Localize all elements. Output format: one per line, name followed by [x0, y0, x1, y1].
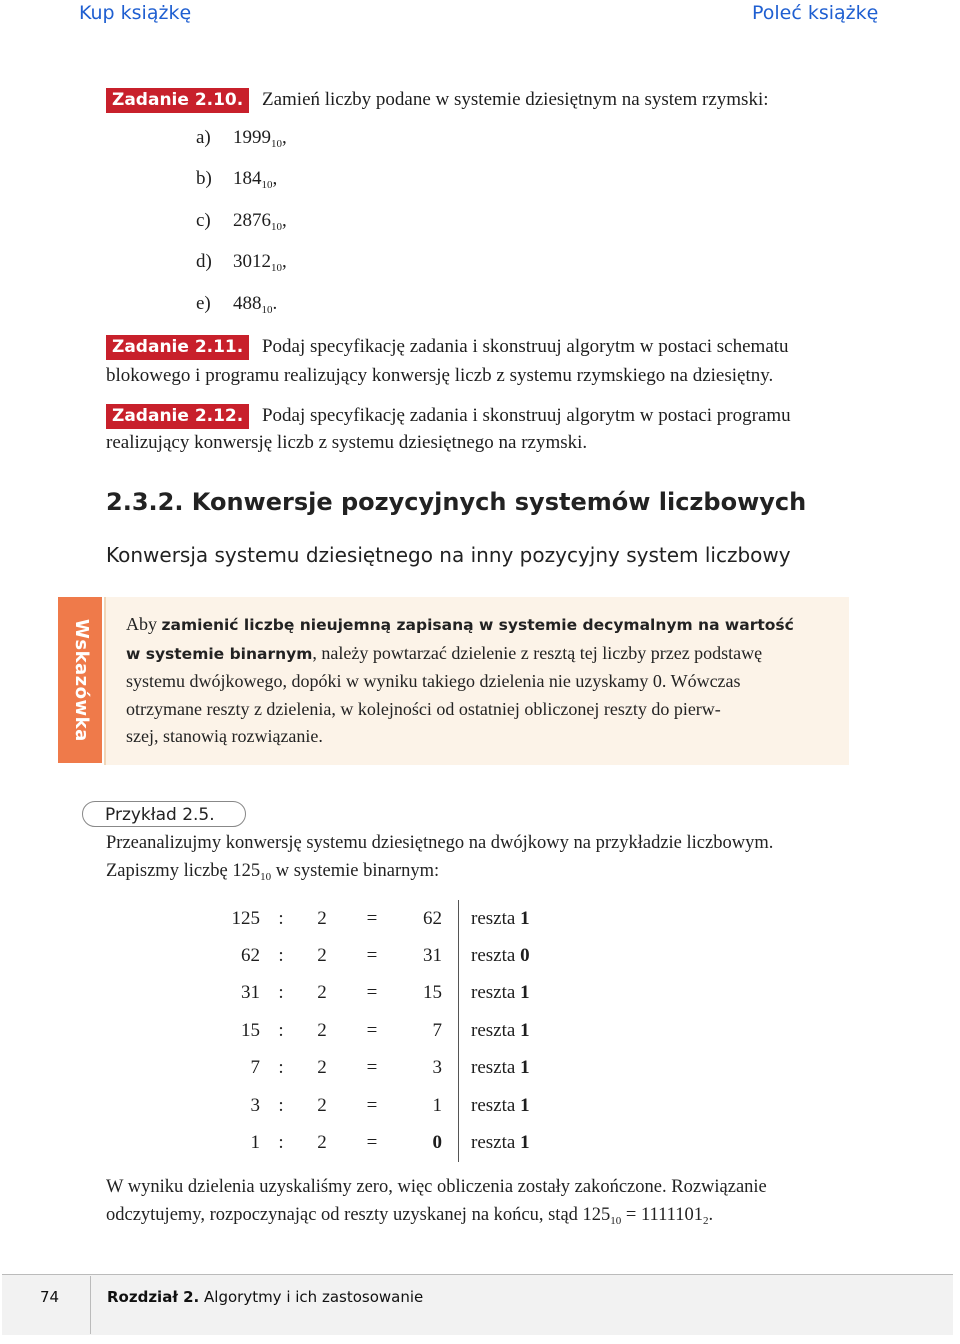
- task-item: d) $3012_{10}$,: [196, 251, 287, 274]
- example-intro-line-1: Przeanalizujmy konwersję systemu dziesiętnego na dwójkowy na przykładzie liczbowym.: [106, 833, 774, 853]
- hint-tab-label: Wskazówka: [71, 618, 92, 742]
- page-number: 74: [40, 1288, 60, 1306]
- buy-book-link[interactable]: Kup książkę: [79, 2, 192, 24]
- task-item: b) $184_{10}$,: [196, 168, 278, 191]
- table-row: 1 : 2 = 0 reszta 1: [212, 1124, 571, 1161]
- task-2-10: [106, 85, 769, 114]
- task-text-line: blokowego i programu realizujący konwersję liczb z systemu rzymskiego na dziesiętny.: [106, 365, 774, 386]
- table-row: 15 : 2 = 7 reszta 1: [212, 1012, 571, 1049]
- example-intro-line-2: Zapiszmy liczbę $125_{10}$ w systemie binarnym:: [106, 861, 440, 883]
- task-text: Podaj specyfikację zadania i skonstruuj algorytm w postaci schematu: [261, 336, 789, 357]
- task-label: Zadanie 2.10.: [106, 88, 249, 113]
- section-heading: 2.3.2. Konwersje pozycyjnych systemów liczbowych: [106, 488, 807, 516]
- division-table: [212, 900, 571, 1162]
- task-item: c) $2876_{10}$,: [196, 210, 287, 233]
- task-item: e) $488_{10}$.: [196, 293, 278, 316]
- conclusion-line-2: odczytujemy, rozpoczynając od reszty uzyskanej na końcu, stąd $125_{10} = 1111101_2$.: [106, 1205, 714, 1227]
- table-row: 7 : 2 = 3 reszta 1: [212, 1050, 571, 1087]
- table-row: 31 : 2 = 15 reszta 1: [212, 975, 571, 1012]
- task-text: Zamień liczby podane w systemie dziesiętnym na system rzymski:: [261, 89, 769, 110]
- task-item: a) $1999_{10}$,: [196, 127, 287, 150]
- table-row: 3 : 2 = 1 reszta 1: [212, 1087, 571, 1124]
- table-row: 62 : 2 = 31 reszta 0: [212, 937, 571, 974]
- task-label: Zadanie 2.12.: [106, 404, 249, 429]
- task-2-12: [106, 401, 791, 430]
- table-row: 125 : 2 = 62 reszta 1: [212, 900, 571, 937]
- recommend-book-link[interactable]: Poleć książkę: [752, 2, 879, 24]
- task-2-11: [106, 332, 789, 361]
- task-text: Podaj specyfikację zadania i skonstruuj algorytm w postaci programu: [261, 405, 791, 426]
- hint-text: Aby zamienić liczbę nieujemną zapisaną w systemie decymalnym na wartość w systemie binarnym, należy powtarzać dzielenie z resztą tej liczby przez podstawę systemu dwójkowego, dopóki w wyniku takiego dzielenia nie uzyskamy 0. Wówczas otrzymane reszty z dzielenia, w kolejności od ostatniej obliczonej reszty do pierw- szej, stanowią rozwiązanie.: [126, 614, 794, 746]
- task-label: Zadanie 2.11.: [106, 335, 249, 360]
- example-label: Przykład 2.5.: [82, 801, 246, 827]
- chapter-title: Rozdział 2. Algorytmy i ich zastosowanie: [107, 1288, 424, 1306]
- hint-bold-2: w systemie binarnym: [126, 644, 313, 663]
- footer-divider: [90, 1276, 91, 1334]
- conclusion-line-1: W wyniku dzielenia uzyskaliśmy zero, więc obliczenia zostały zakończone. Rozwiązanie: [106, 1177, 767, 1197]
- hint-bold-1: zamienić liczbę nieujemną zapisaną w systemie decymalnym na wartość: [161, 616, 794, 634]
- task-text-line: realizujący konwersję liczb z systemu dziesiętnego na rzymski.: [106, 432, 588, 453]
- section-subheading: Konwersja systemu dziesiętnego na inny pozycyjny system liczbowy: [106, 543, 791, 567]
